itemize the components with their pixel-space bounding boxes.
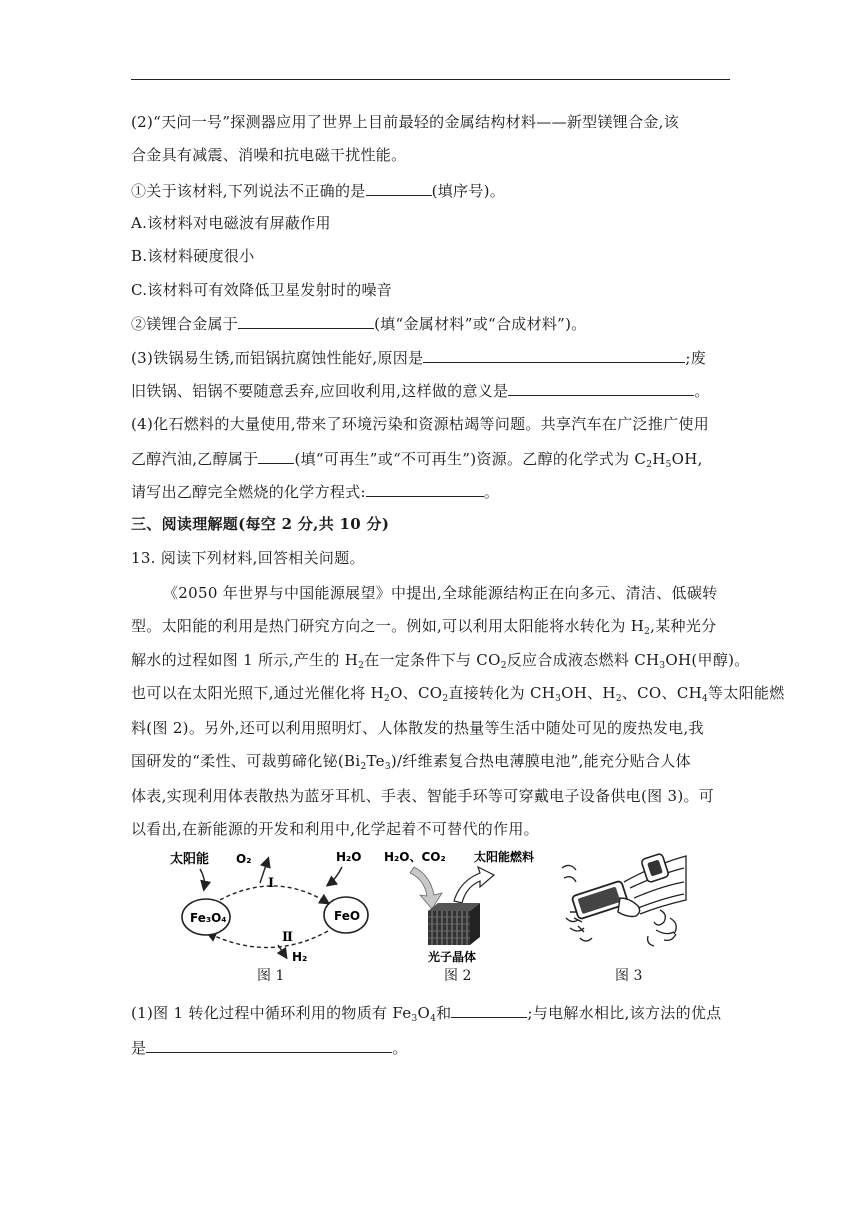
- q12-part3-line2: 旧铁锅、铝锅不要随意丢弃,应回收利用,这样做的意义是 。: [131, 382, 710, 400]
- passage-line-4: 也可以在太阳光照下,通过光催化将 $H_2O$、$CO_2$直接转化为 $CH_3OH$、$H_2$、CO、$CH_4$等太阳能燃: [131, 684, 785, 704]
- passage-line-2: 型。太阳能的利用是热门研究方向之一。例如,可以利用太阳能将水转化为 $H_2$,某种光分: [131, 617, 717, 637]
- passage-line-8: 以看出,在新能源的开发和利用中,化学起着不可替代的作用。: [131, 820, 539, 838]
- input-arrow: [410, 867, 442, 909]
- crystal-block: [428, 903, 480, 945]
- figure-3-caption: 图 3: [615, 968, 643, 984]
- answer-blank[interactable]: [366, 481, 484, 497]
- passage-line-3: 解水的过程如图 1 所示,产生的 $H_2$在一定条件下与 $CO_2$反应合成液态燃料 $CH_3OH$(甲醇)。: [131, 651, 750, 671]
- h2-label: H₂: [292, 950, 308, 963]
- crystal-label: 光子晶体: [428, 950, 477, 963]
- figure-1-cycle-diagram: [160, 845, 390, 963]
- passage-line-5: 料(图 2)。另外,还可以利用照明灯、人体散发的热量等生活中随处可见的废热发电,我: [131, 719, 704, 737]
- answer-blank[interactable]: [238, 313, 374, 329]
- section-title: 三、阅读理解题(每空 2 分,共 10 分): [131, 515, 390, 533]
- q12-subq2: ②镁锂合金属于 (填“金属材料”或“合成材料”)。: [131, 315, 587, 333]
- q13-subq1-line2: 是 。: [131, 1039, 408, 1057]
- output-arrow: [454, 867, 494, 903]
- answer-blank[interactable]: [423, 347, 685, 363]
- o2-label: O₂: [236, 852, 252, 866]
- q13-intro: 13. 阅读下列材料,回答相关问题。: [131, 549, 365, 567]
- q12-part3-line1: (3)铁锅易生锈,而铝锅抗腐蚀性能好,原因是 ;废: [131, 349, 707, 367]
- q13-subq1-line1: (1)图 1 转化过程中循环利用的物质有 $Fe_3O_4$和 ;与电解水相比,该方法的优点: [131, 1004, 722, 1024]
- answer-blank[interactable]: [146, 1037, 392, 1053]
- step-2-label: Ⅱ: [282, 930, 293, 945]
- passage-line-6: 国研发的“柔性、可裁剪碲化铋$(Bi_2Te_3)/$纤维素复合热电薄膜电池”,能充分贴合人体: [131, 752, 691, 772]
- q12-part2-line2: 合金具有减震、消噪和抗电磁干扰性能。: [131, 146, 407, 164]
- feo-label: FeO: [334, 909, 361, 923]
- option-a: A.该材料对电磁波有屏蔽作用: [131, 214, 331, 232]
- q12-part4-line1: (4)化石燃料的大量使用,带来了环境污染和资源枯竭等问题。共享汽车在广泛推广使用: [131, 415, 710, 433]
- q12-part2-line1: (2)“天问一号”探测器应用了世界上目前最轻的金属结构材料——新型镁锂合金,该: [131, 113, 680, 131]
- figure-3-wearable-device: [560, 848, 690, 958]
- q12-part4-line3: 请写出乙醇完全燃烧的化学方程式: 。: [131, 483, 500, 501]
- answer-blank[interactable]: [451, 1002, 527, 1018]
- solar-label: 太阳能: [170, 852, 210, 867]
- answer-blank[interactable]: [508, 380, 694, 396]
- figure-2-photonic-crystal: [380, 845, 540, 963]
- header-rule: [131, 79, 730, 80]
- hand-icon: [618, 898, 640, 917]
- h2o-label: H₂O: [336, 850, 362, 864]
- output-label: 太阳能燃料: [474, 850, 535, 864]
- passage-line-7: 体表,实现利用体表散热为蓝牙耳机、手表、智能手环等可穿戴电子设备供电(图 3)。可: [131, 787, 715, 805]
- option-c: C.该材料可有效降低卫星发射时的噪音: [131, 281, 393, 299]
- step-1-label: Ⅰ: [268, 876, 275, 891]
- fe3o4-label: Fe₃O₄: [190, 911, 227, 925]
- figure-1-caption: 图 1: [257, 968, 285, 984]
- option-b: B.该材料硬度很小: [131, 247, 255, 265]
- passage-line-1: 《2050 年世界与中国能源展望》中提出,全球能源结构正在向多元、清洁、低碳转: [163, 584, 718, 602]
- q12-subq1: ①关于该材料,下列说法不正确的是 (填序号)。: [131, 182, 506, 200]
- answer-blank[interactable]: [258, 448, 294, 464]
- figure-2-caption: 图 2: [444, 968, 472, 984]
- inputs-label: H₂O、CO₂: [384, 850, 446, 864]
- q12-part4-line2: 乙醇汽油,乙醇属于 (填“可再生”或“不可再生”)资源。乙醇的化学式为 $C_2H_5OH$,: [131, 450, 703, 470]
- answer-blank[interactable]: [366, 180, 432, 196]
